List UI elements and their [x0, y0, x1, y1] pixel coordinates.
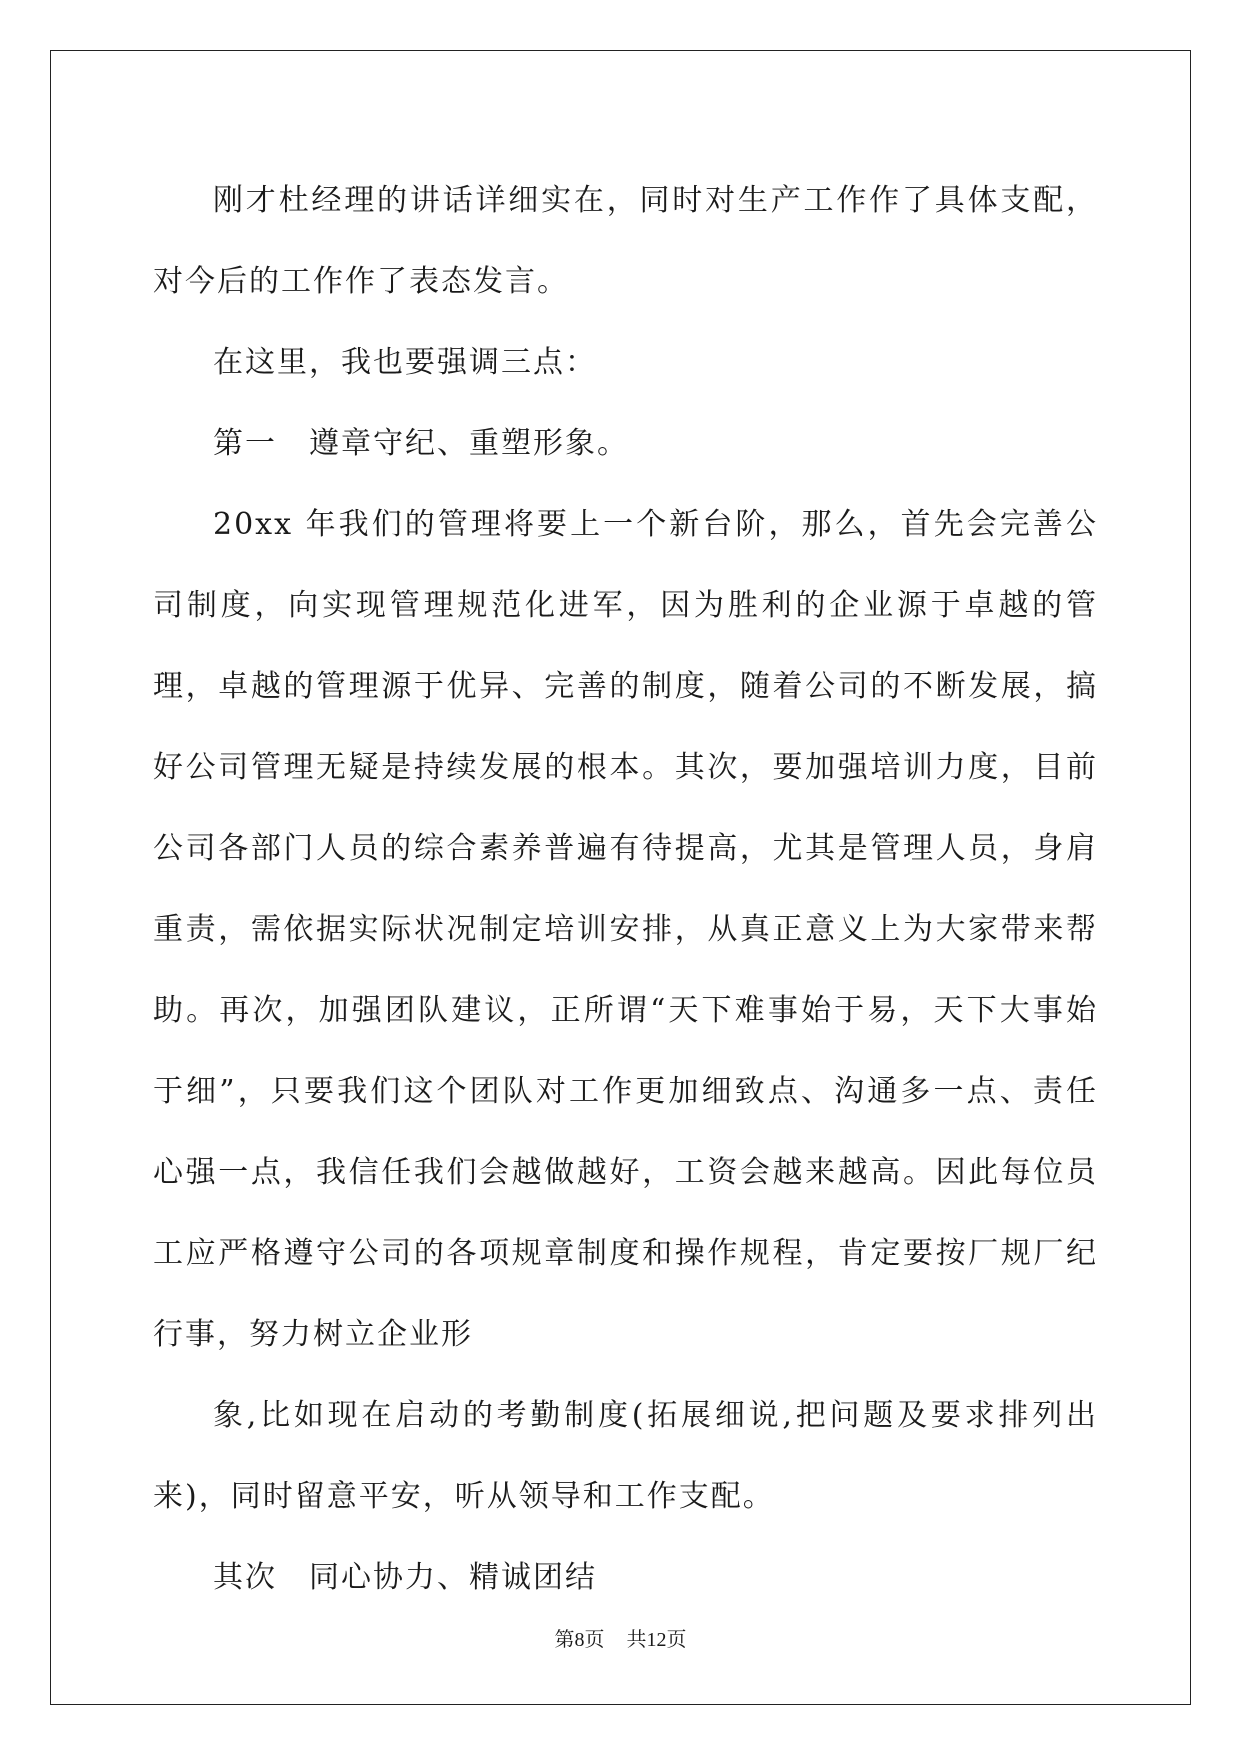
total-pages: 共12页 [626, 1629, 687, 1651]
paragraph-4: 20xx 年我们的管理将要上一个新台阶，那么，首先会完善公司制度，向实现管理规范化进军，因为胜利的企业源于卓越的管理，卓越的管理源于优异、完善的制度，随着公司的不断发展，搞好公司管理无疑是持续发展的根本。其次，要加强培训力度，目前公司各部门人员的综合素养普遍有待提高，尤其是管理人员，身肩重责，需依据实际状况制定培训安排，从真正意义上为大家带来帮助。再次，加强团队建议，正所谓“天下难事始于易，天下大事始于细”，只要我们这个团队对工作更加细致点、沟通多一点、责任心强一点，我信任我们会越做越好，工资会越来越高。因此每位员工应严格遵守公司的各项规章制度和操作规程，肯定要按厂规厂纪行事，努力树立企业形 [153, 507, 1098, 1352]
paragraph-3: 第一 遵章守纪、重塑形象。 [213, 426, 629, 461]
paragraph-5: 象,比如现在启动的考勤制度(拓展细说,把问题及要求排列出来)，同时留意平安，听从领导和工作支配。 [153, 1398, 1098, 1514]
paragraph-1: 刚才杜经理的讲话详细实在，同时对生产工作作了具体支配，对今后的工作作了表态发言。 [153, 183, 1098, 299]
page-number: 第8页 [554, 1629, 605, 1651]
paragraph-2: 在这里，我也要强调三点： [213, 345, 597, 380]
document-body [153, 160, 1098, 1618]
paragraph-6: 其次 同心协力、精诚团结 [213, 1560, 597, 1595]
page-footer [0, 1628, 1241, 1652]
